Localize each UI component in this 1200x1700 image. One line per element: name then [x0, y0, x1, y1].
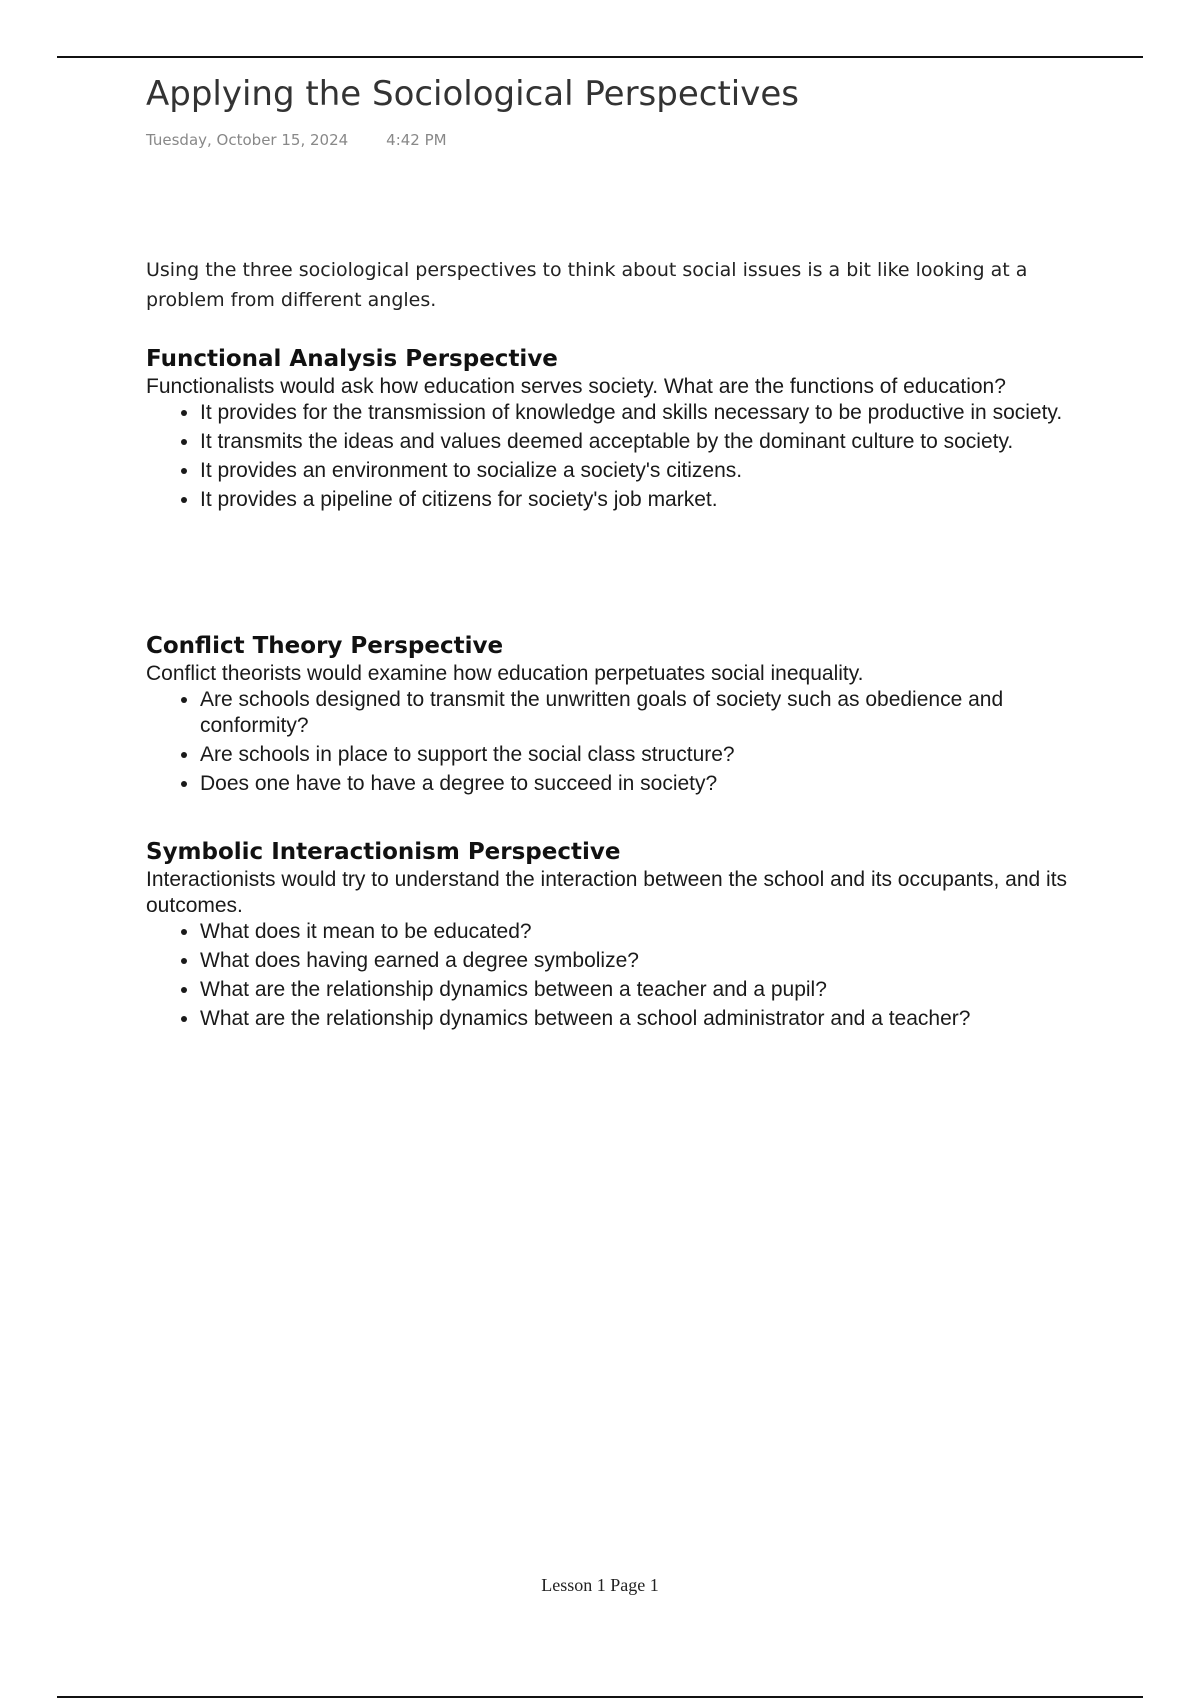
top-divider	[57, 56, 1143, 58]
list-item: • What does it mean to be educated?	[200, 919, 1106, 945]
list-item: • It transmits the ideas and values deemed acceptable by the dominant culture to society.	[200, 429, 1106, 455]
section-heading: Conflict Theory Perspective	[146, 633, 504, 659]
bullet-list	[146, 400, 1106, 513]
list-item: • Are schools in place to support the social class structure?	[200, 742, 1106, 768]
list-item: • It provides an environment to socialize a society's citizens.	[200, 458, 1106, 484]
section-conflict-theory	[146, 631, 1106, 800]
section-body: Functionalists would ask how education serves society. What are the functions of education?	[146, 375, 1006, 398]
bullet-list	[146, 919, 1106, 1032]
section-functional-analysis	[146, 344, 1106, 516]
list-item: • What are the relationship dynamics between a school administrator and a teacher?	[200, 1006, 1106, 1032]
section-body: Conflict theorists would examine how education perpetuates social inequality.	[146, 662, 864, 685]
section-heading: Functional Analysis Perspective	[146, 346, 558, 372]
section-symbolic-interactionism	[146, 837, 1106, 1035]
page-time: 4:42 PM	[386, 131, 447, 149]
section-heading: Symbolic Interactionism Perspective	[146, 839, 621, 865]
intro-paragraph: Using the three sociological perspectives to think about social issues is a bit like looking at a problem from different angles.	[146, 259, 1028, 311]
page-title: Applying the Sociological Perspectives	[146, 74, 799, 114]
page-metadata	[146, 131, 447, 149]
page-footer: Lesson 1 Page 1	[541, 1575, 659, 1595]
list-item: • What does having earned a degree symbolize?	[200, 948, 1106, 974]
list-item: • What are the relationship dynamics between a teacher and a pupil?	[200, 977, 1106, 1003]
bottom-divider	[57, 1696, 1143, 1698]
page-date: Tuesday, October 15, 2024	[146, 131, 349, 149]
list-item: • Are schools designed to transmit the unwritten goals of society such as obedience and conformity?	[200, 687, 1106, 739]
list-item: • It provides a pipeline of citizens for society's job market.	[200, 487, 1106, 513]
list-item: • Does one have to have a degree to succeed in society?	[200, 771, 1106, 797]
list-item: • It provides for the transmission of knowledge and skills necessary to be productive in society.	[200, 400, 1106, 426]
bullet-list	[146, 687, 1106, 797]
section-body: Interactionists would try to understand the interaction between the school and its occupants, and its outcomes.	[146, 868, 1068, 917]
